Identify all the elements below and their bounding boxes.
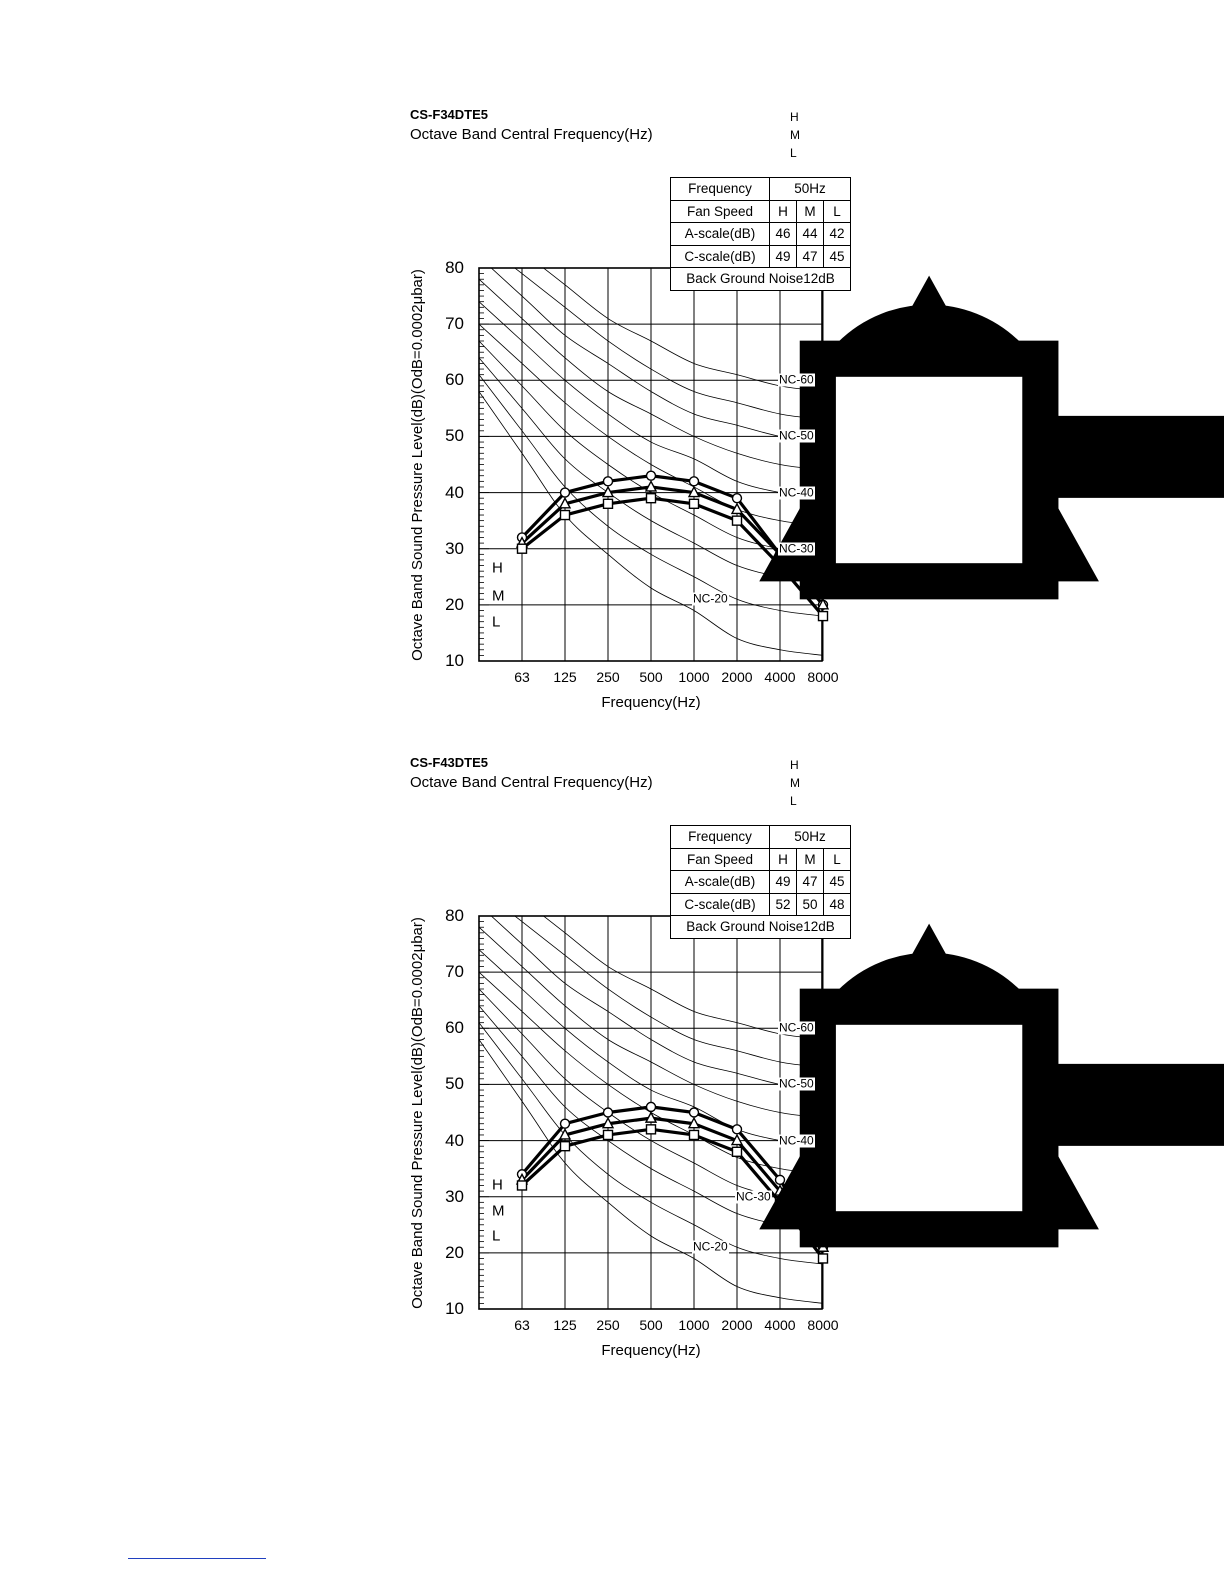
x-tick-label: 63 <box>514 1317 530 1333</box>
frequency-value: 50Hz <box>770 178 851 201</box>
nc-curve-label: NC-20 <box>693 591 728 606</box>
y-tick-label: 30 <box>445 538 464 558</box>
square-line-icon <box>790 145 1224 795</box>
hml-label: H <box>492 559 503 577</box>
speed-h: H <box>770 200 797 223</box>
data-point-circle <box>690 477 699 486</box>
a-scale-l: 42 <box>824 223 851 246</box>
x-tick-label: 4000 <box>764 1317 796 1333</box>
y-tick-label: 10 <box>445 651 464 670</box>
nc-curve-line <box>436 296 823 554</box>
data-point-square <box>647 1125 656 1134</box>
legend-letter-m: M <box>790 128 800 142</box>
hml-label: M <box>492 1202 505 1220</box>
nc-curve-label: NC-40 <box>779 1133 814 1148</box>
nc-curve-label: NC-30 <box>736 1189 771 1204</box>
legend-entry-m <box>790 775 804 791</box>
x-tick-label: 125 <box>553 669 577 685</box>
x-tick-label: 1000 <box>678 669 710 685</box>
x-tick-label: 250 <box>596 669 620 685</box>
x-tick-label: 125 <box>553 1317 577 1333</box>
y-tick-label: 60 <box>445 1018 464 1038</box>
nc-curve-label: NC-60 <box>779 372 814 387</box>
nc-curve-label: NC-50 <box>779 1076 814 1091</box>
y-tick-label: 40 <box>445 482 464 502</box>
data-point-circle <box>690 1108 699 1117</box>
y-tick-label: 40 <box>445 1130 464 1150</box>
y-tick-label: 80 <box>445 258 464 277</box>
data-point-square <box>733 516 742 525</box>
data-point-square <box>561 511 570 520</box>
x-tick-label: 1000 <box>678 1317 710 1333</box>
y-tick-label: 20 <box>445 1242 464 1262</box>
data-point-circle <box>647 1102 656 1111</box>
speed-h: H <box>770 848 797 871</box>
nc-curve-label: NC-50 <box>779 428 814 443</box>
data-point-square <box>561 1142 570 1151</box>
c-scale-m: 47 <box>797 245 824 268</box>
a-scale-h: 46 <box>770 223 797 246</box>
data-point-square <box>604 1130 613 1139</box>
legend-entry-l <box>790 145 804 161</box>
data-point-circle <box>776 1175 785 1184</box>
speed-l: L <box>824 848 851 871</box>
y-axis-label: Octave Band Sound Pressure Level(dB)(OdB=0.0002μbar) <box>409 917 426 1309</box>
data-point-circle <box>647 471 656 480</box>
speed-m: M <box>797 848 824 871</box>
speed-m: M <box>797 200 824 223</box>
frequency-label: Frequency <box>671 178 770 201</box>
chart-title: CS-F43DTE5 <box>410 755 489 770</box>
square-line-icon <box>790 793 1224 1443</box>
noise-info-table <box>670 177 851 291</box>
legend-letter-l: L <box>790 146 797 160</box>
a-scale-h: 49 <box>770 871 797 894</box>
data-point-circle <box>604 477 613 486</box>
chart-cs-f34dte5 <box>0 100 1224 750</box>
hml-label: L <box>492 1227 501 1245</box>
nc-curve-label: NC-60 <box>779 1020 814 1035</box>
data-point-circle <box>733 1125 742 1134</box>
x-tick-label: 63 <box>514 669 530 685</box>
x-tick-label: 4000 <box>764 669 796 685</box>
y-tick-label: 10 <box>445 1299 464 1318</box>
c-scale-h: 49 <box>770 245 797 268</box>
data-point-square <box>690 1130 699 1139</box>
noise-info-table <box>670 825 851 939</box>
legend-letter-l: L <box>790 794 797 808</box>
y-tick-label: 70 <box>445 314 464 334</box>
legend-letter-m: M <box>790 776 800 790</box>
x-tick-label: 8000 <box>807 1317 839 1333</box>
hml-label: M <box>492 587 505 605</box>
frequency-label: Frequency <box>671 826 770 849</box>
fan-speed-label: Fan Speed <box>671 848 770 871</box>
legend-letter-h: H <box>790 110 799 124</box>
c-scale-label: C-scale(dB) <box>671 893 770 916</box>
data-point-square <box>733 1147 742 1156</box>
legend-letter-h: H <box>790 758 799 772</box>
y-tick-label: 50 <box>445 426 464 446</box>
y-tick-label: 80 <box>445 906 464 925</box>
data-point-square <box>604 499 613 508</box>
nc-curve-label: NC-20 <box>693 1239 728 1254</box>
data-point-circle <box>604 1108 613 1117</box>
c-scale-l: 45 <box>824 245 851 268</box>
a-scale-m: 44 <box>797 223 824 246</box>
c-scale-l: 48 <box>824 893 851 916</box>
a-scale-label: A-scale(dB) <box>671 871 770 894</box>
data-point-square <box>690 499 699 508</box>
chart-subtitle: Octave Band Central Frequency(Hz) <box>410 126 653 143</box>
a-scale-l: 45 <box>824 871 851 894</box>
nc-curve-line <box>436 933 823 1174</box>
frequency-value: 50Hz <box>770 826 851 849</box>
data-point-circle <box>561 488 570 497</box>
x-tick-label: 500 <box>639 669 663 685</box>
fan-speed-label: Fan Speed <box>671 200 770 223</box>
data-point-square <box>518 544 527 553</box>
background-noise: Back Ground Noise12dB <box>671 916 851 939</box>
nc-curve-label: NC-30 <box>779 541 814 556</box>
hml-label: H <box>492 1176 503 1194</box>
data-point-square <box>518 1181 527 1190</box>
x-tick-label: 250 <box>596 1317 620 1333</box>
c-scale-label: C-scale(dB) <box>671 245 770 268</box>
x-axis-label: Frequency(Hz) <box>601 1342 701 1359</box>
legend-entry-l <box>790 793 804 809</box>
legend-entry-h <box>790 109 804 125</box>
y-tick-label: 20 <box>445 594 464 614</box>
y-tick-label: 30 <box>445 1186 464 1206</box>
c-scale-h: 52 <box>770 893 797 916</box>
data-point-circle <box>733 494 742 503</box>
y-tick-label: 70 <box>445 962 464 982</box>
y-tick-label: 60 <box>445 370 464 390</box>
footer-rule <box>128 1558 266 1559</box>
x-axis-label: Frequency(Hz) <box>601 694 701 711</box>
a-scale-label: A-scale(dB) <box>671 223 770 246</box>
nc-curve-label: NC-40 <box>779 485 814 500</box>
x-tick-label: 2000 <box>721 1317 753 1333</box>
x-tick-label: 8000 <box>807 669 839 685</box>
c-scale-m: 50 <box>797 893 824 916</box>
a-scale-m: 47 <box>797 871 824 894</box>
chart-cs-f43dte5 <box>0 748 1224 1398</box>
y-tick-label: 50 <box>445 1074 464 1094</box>
data-point-circle <box>561 1119 570 1128</box>
legend-entry-h <box>790 757 804 773</box>
y-axis-label: Octave Band Sound Pressure Level(dB)(OdB=0.0002μbar) <box>409 269 426 661</box>
data-point-square <box>647 494 656 503</box>
hml-label: L <box>492 613 501 631</box>
chart-title: CS-F34DTE5 <box>410 107 489 122</box>
background-noise: Back Ground Noise12dB <box>671 268 851 291</box>
speed-l: L <box>824 200 851 223</box>
chart-subtitle: Octave Band Central Frequency(Hz) <box>410 774 653 791</box>
legend-entry-m <box>790 127 804 143</box>
x-tick-label: 500 <box>639 1317 663 1333</box>
x-tick-label: 2000 <box>721 669 753 685</box>
